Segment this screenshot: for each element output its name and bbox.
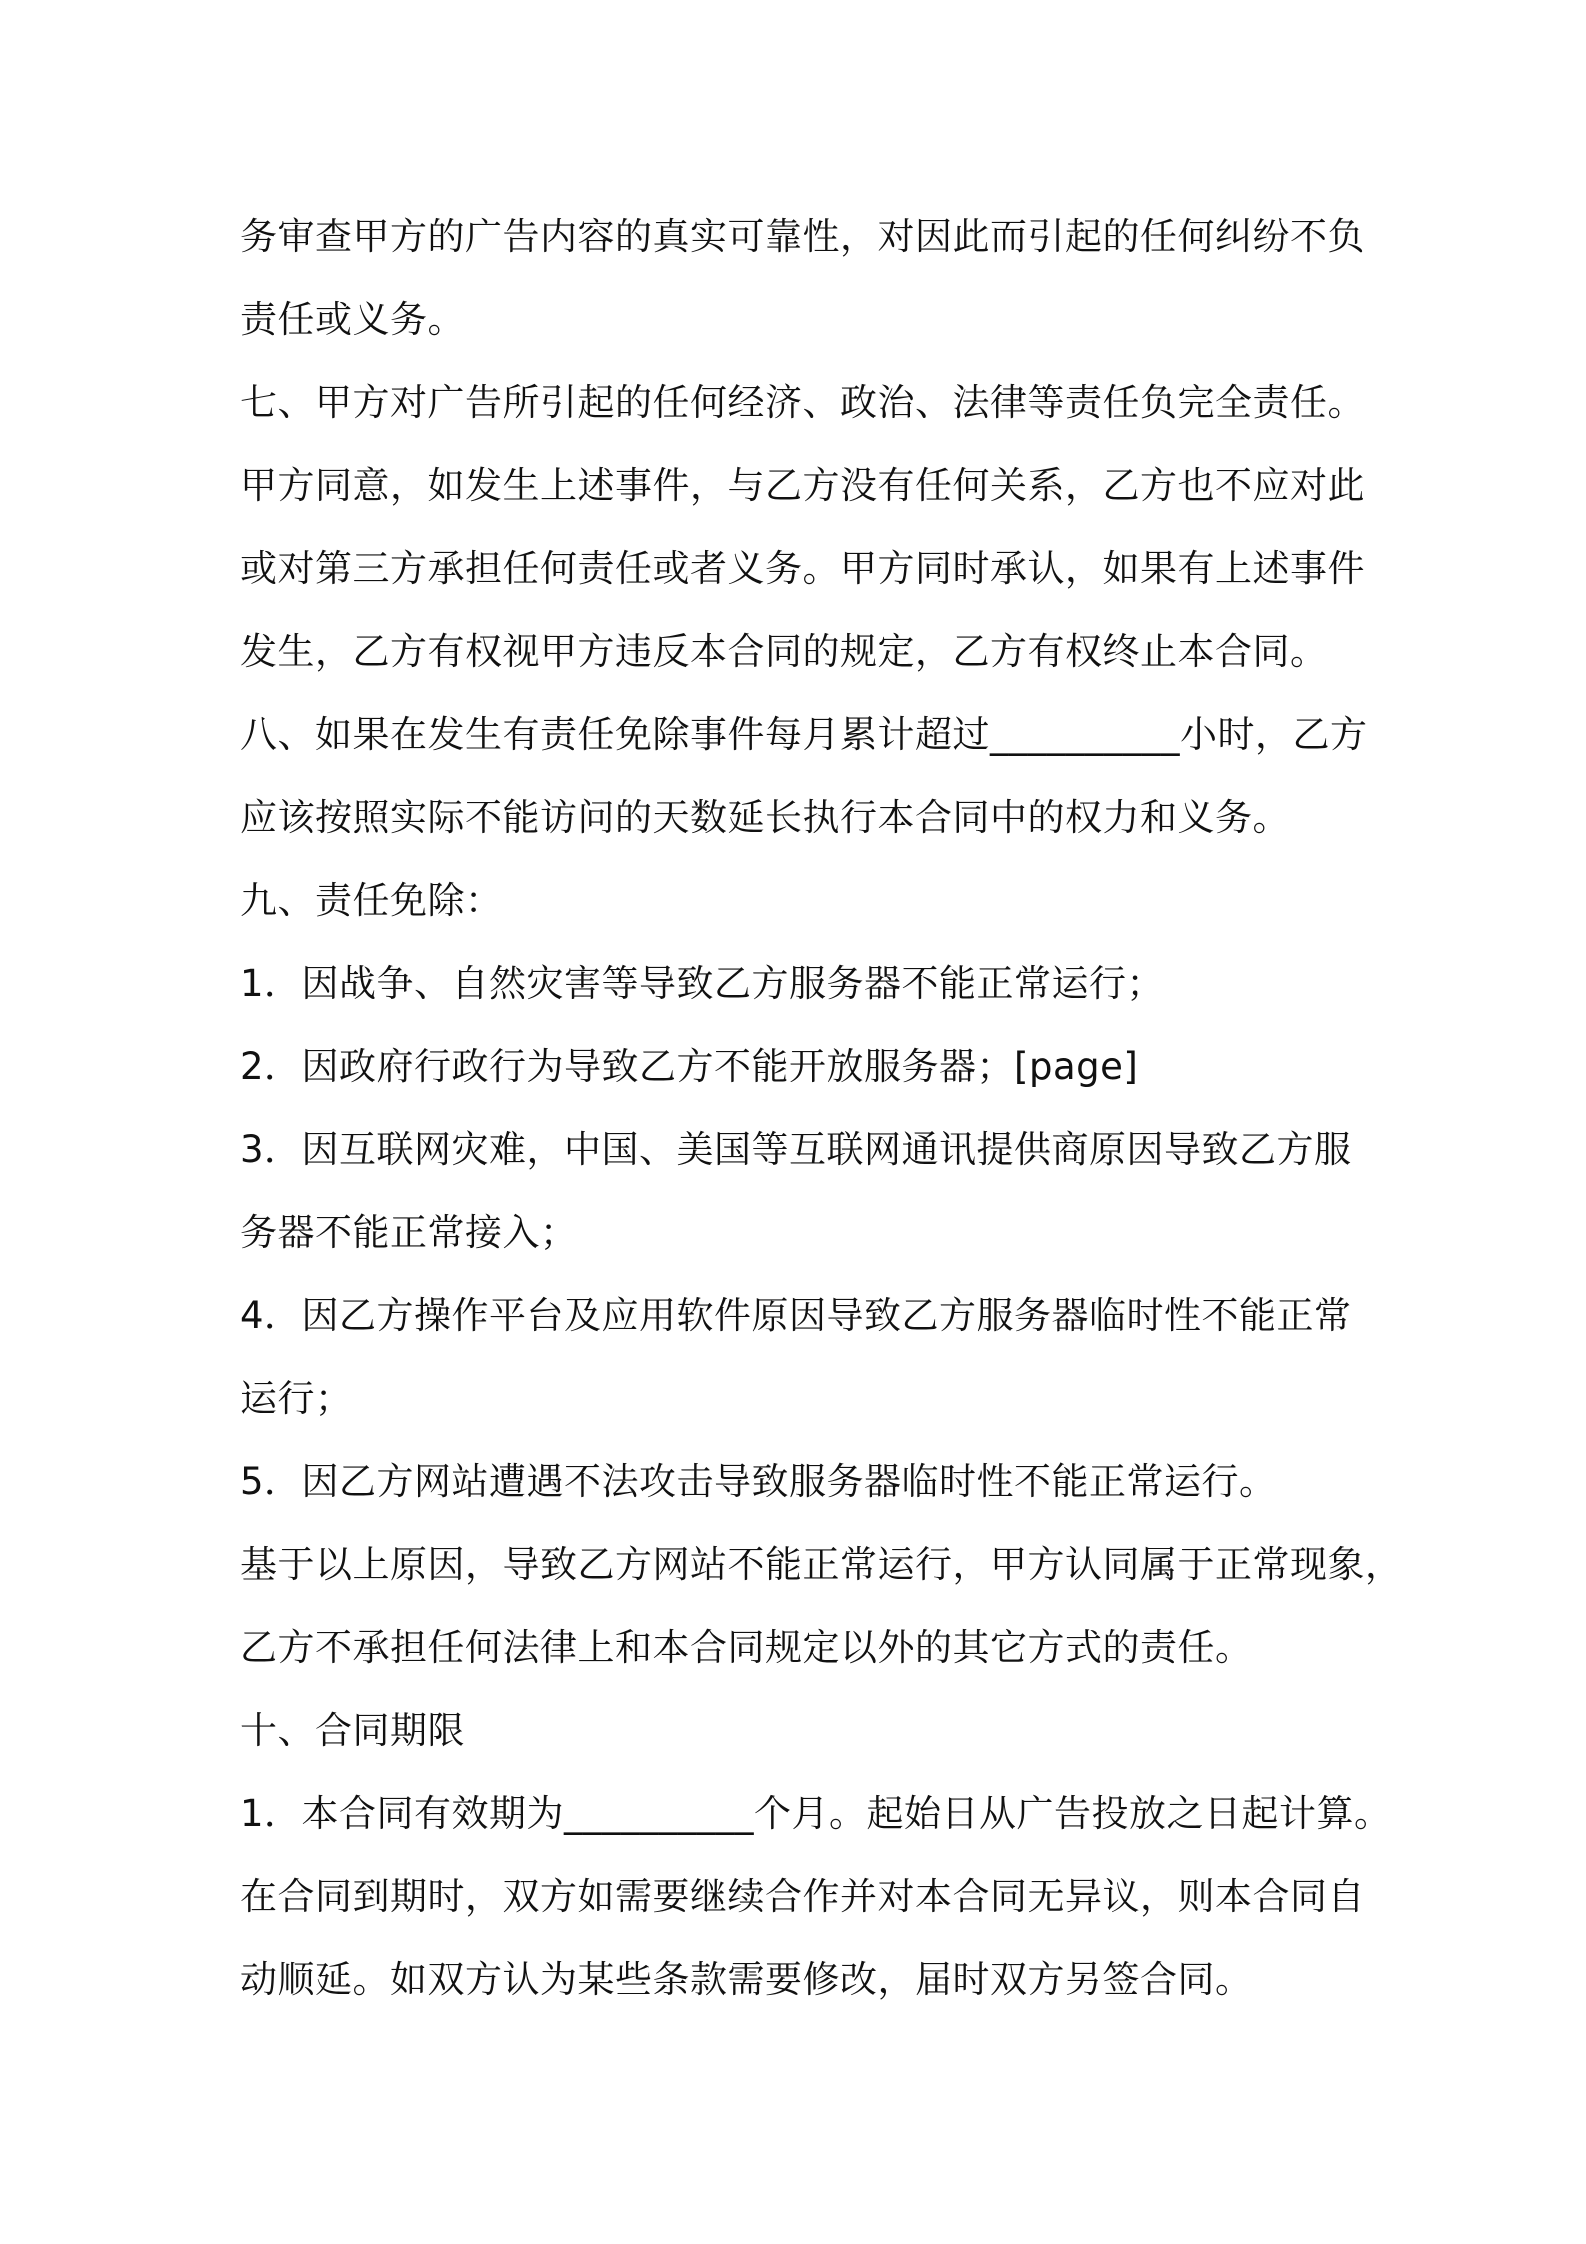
text-line: 应该按照实际不能访问的天数延长执行本合同中的权力和义务。	[240, 796, 1290, 839]
text-line: 在合同到期时，双方如需要继续合作并对本合同无异议，则本合同自	[240, 1875, 1365, 1918]
clause-7-heading: 七、甲方对广告所引起的任何经济、政治、法律等责任负完全责任。	[240, 381, 1365, 424]
list-item: 1．因战争、自然灾害等导致乙方服务器不能正常运行；	[240, 962, 1165, 1005]
text-line: 责任或义务。	[240, 298, 465, 341]
text-line: 发生，乙方有权视甲方违反本合同的规定，乙方有权终止本合同。	[240, 630, 1328, 673]
text-line: 基于以上原因，导致乙方网站不能正常运行，甲方认同属于正常现象，	[240, 1543, 1403, 1586]
list-item: 2．因政府行政行为导致乙方不能开放服务器；[page]	[240, 1045, 1139, 1088]
text-line: 甲方同意，如发生上述事件，与乙方没有任何关系，乙方也不应对此	[240, 464, 1365, 507]
list-item: 4．因乙方操作平台及应用软件原因导致乙方服务器临时性不能正常	[240, 1294, 1352, 1337]
text-line: 动顺延。如双方认为某些条款需要修改，届时双方另签合同。	[240, 1958, 1253, 2001]
text-line: 务审查甲方的广告内容的真实可靠性，对因此而引起的任何纠纷不负	[240, 215, 1365, 258]
text-line: 乙方不承担任何法律上和本合同规定以外的其它方式的责任。	[240, 1626, 1253, 1669]
text-line: 或对第三方承担任何责任或者义务。甲方同时承认，如果有上述事件	[240, 547, 1365, 590]
clause-10-heading: 十、合同期限	[240, 1709, 465, 1752]
list-item: 3．因互联网灾难，中国、美国等互联网通讯提供商原因导致乙方服	[240, 1128, 1352, 1171]
list-item: 5．因乙方网站遭遇不法攻击导致服务器临时性不能正常运行。	[240, 1460, 1277, 1503]
text-line: 运行；	[240, 1377, 353, 1420]
list-item: 1．本合同有效期为__________个月。起始日从广告投放之日起计算。	[240, 1792, 1392, 1835]
text-line: 务器不能正常接入；	[240, 1211, 578, 1254]
clause-9-heading: 九、责任免除：	[240, 879, 503, 922]
document-body	[240, 195, 1403, 2021]
clause-8-heading: 八、如果在发生有责任免除事件每月累计超过__________小时，乙方	[240, 713, 1368, 756]
